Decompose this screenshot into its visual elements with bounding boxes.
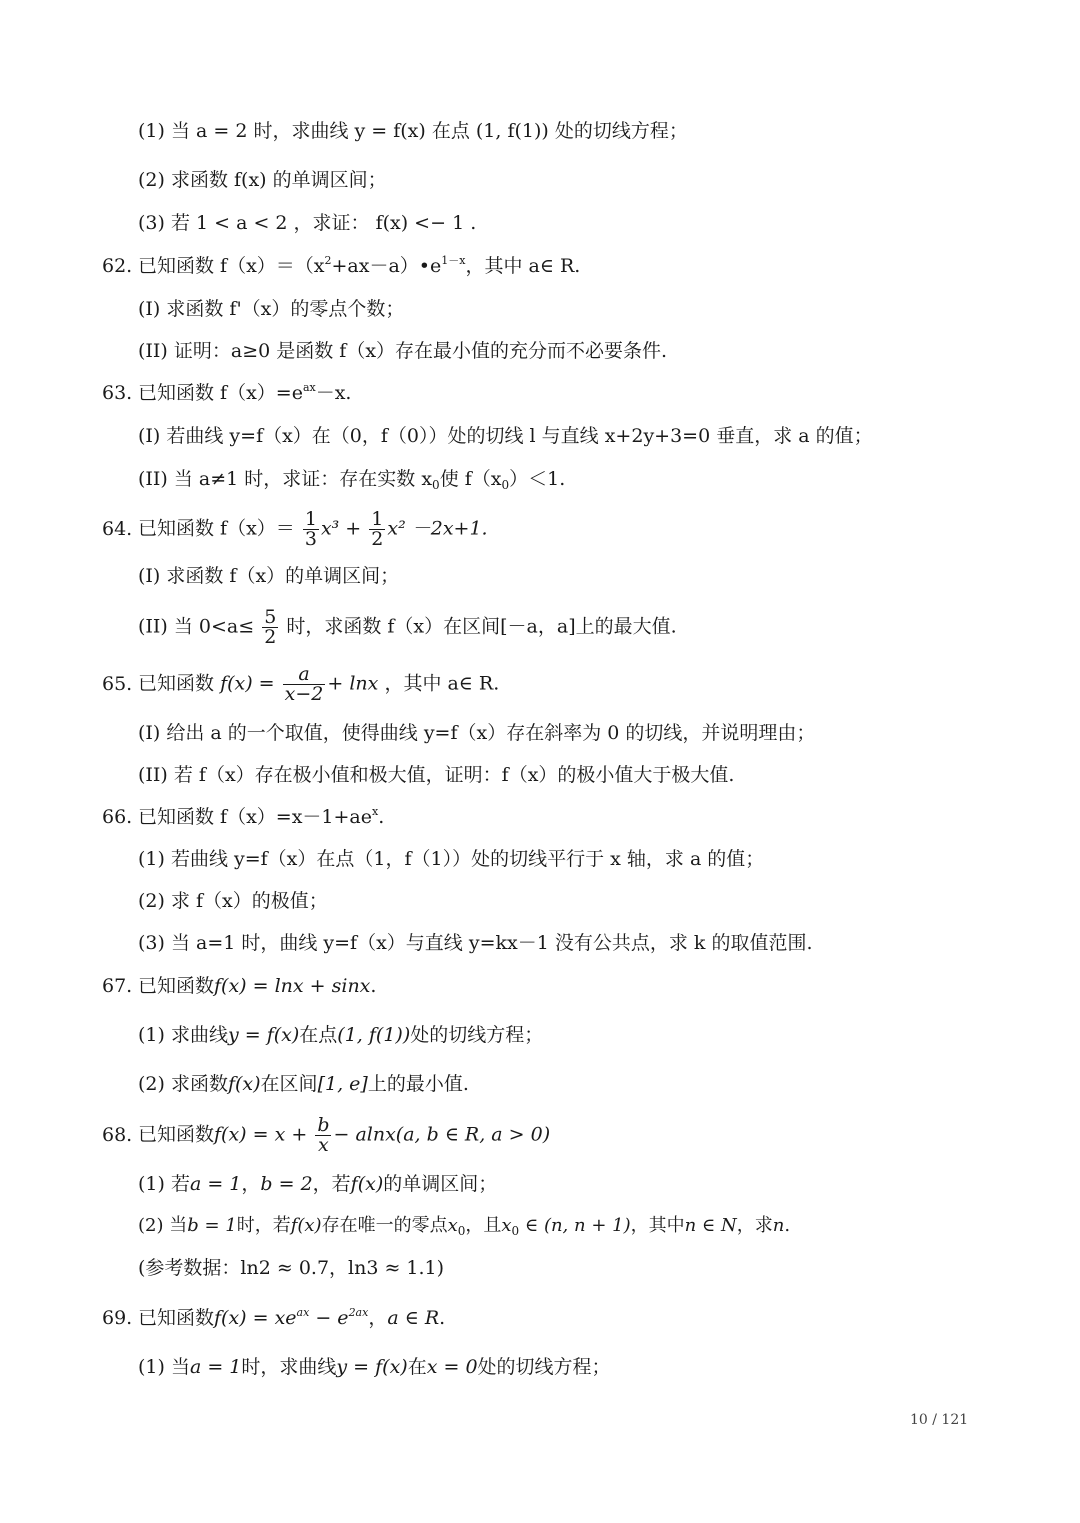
problem-61-part-2: (2) 求函数 f(x) 的单调区间；: [138, 169, 387, 191]
problem-62-part-1: (I) 求函数 f'（x）的零点个数；: [138, 298, 405, 320]
problem-number: 65.: [102, 672, 133, 695]
problem-67-part-2: (2) 求函数f(x)在区间[1, e]上的最小值.: [138, 1073, 469, 1095]
problem-64: 64. 已知函数 f（x）＝ $\frac{1}{3}$ x³ + $\frac{1}{2}$ x² －2x+1.: [102, 508, 488, 550]
problem-number: 63.: [102, 382, 133, 404]
problem-62: 62. 已知函数 $f(x)=(x^2+ax-a)•e^{1-x}$，其中 a∈ R.: [102, 254, 581, 277]
problem-61-part-1: (1) 当 a = 2 时，求曲线 y = f(x) 在点 (1, f(1)) 处的切线方程；: [138, 120, 688, 142]
problem-69-part-1: (1) 当a = 1时，求曲线y = f(x)在x = 0处的切线方程；: [138, 1356, 611, 1378]
problem-64-part-1: (I) 求函数 f（x）的单调区间；: [138, 565, 400, 587]
problem-68-part-2: (2) 当b = 1时，若f(x)存在唯一的零点$x_0$，且$x_0$ ∈ (n, n + 1)，其中n ∈ N，求n.: [138, 1215, 791, 1238]
problem-67-part-1: (1) 求曲线y = f(x)在点(1, f(1))处的切线方程；: [138, 1024, 544, 1046]
problem-68: 68. 已知函数f(x) = x + $\frac{b}{x}$ − alnx(a, b ∈ R, a > 0): [102, 1114, 551, 1156]
problem-66-part-2: (2) 求 f（x）的极值；: [138, 890, 328, 912]
fraction: $\frac{1}{2}$: [371, 508, 384, 550]
problem-62-part-2: (II) 证明：a≥0 是函数 f（x）存在最小值的充分而不必要条件.: [138, 340, 668, 362]
problem-66-part-1: (1) 若曲线 y=f（x）在点（1，f（1））处的切线平行于 x 轴，求 a 的值；: [138, 848, 765, 870]
problem-69: 69. 已知函数$f(x) = xe^{ax} - e^{2ax}$，a ∈ R.: [102, 1306, 446, 1329]
fraction: $\frac{5}{2}$: [264, 606, 277, 648]
problem-number: 64.: [102, 517, 133, 540]
fraction: $\frac{1}{3}$: [304, 508, 317, 550]
problem-number: 66.: [102, 806, 133, 828]
problem-68-part-1: (1) 若a = 1，b = 2，若f(x)的单调区间；: [138, 1173, 498, 1195]
problem-number: 62.: [102, 255, 133, 277]
page-number: 10 / 121: [910, 1412, 969, 1428]
problem-number: 69.: [102, 1307, 133, 1329]
problem-68-reference-data: (参考数据：ln2 ≈ 0.7，ln3 ≈ 1.1): [138, 1257, 445, 1279]
problem-64-part-2: (II) 当 0<a≤ $\frac{5}{2}$ 时，求函数 f（x）在区间[－a，a]上的最大值.: [138, 606, 677, 648]
problem-65-part-2: (II) 若 f（x）存在极小值和极大值，证明：f（x）的极小值大于极大值.: [138, 764, 735, 786]
problem-number: 68.: [102, 1123, 133, 1146]
problem-63-part-2: (II) 当 a≠1 时，求证：存在实数 $x_0$使 $f(x_0)<1$.: [138, 468, 566, 492]
fraction: $\frac{a}{x-2}$: [284, 663, 324, 705]
problem-61-part-3: (3) 若 1 < a < 2 ，求证： f(x) <− 1 .: [138, 212, 477, 234]
fraction: $\frac{b}{x}$: [317, 1114, 330, 1156]
problem-65: 65. 已知函数 f(x) = $\frac{a}{x-2}$ + lnx ，其中 a∈ R.: [102, 663, 500, 705]
problem-66-part-3: (3) 当 a=1 时，曲线 y=f（x）与直线 y=kx－1 没有公共点，求 k 的取值范围.: [138, 932, 813, 954]
problem-63: 63. 已知函数 $f(x)=e^{ax}-x$.: [102, 381, 352, 404]
problem-63-part-1: (I) 若曲线 y=f（x）在（0，f（0））处的切线 l 与直线 x+2y+3=0 垂直，求 a 的值；: [138, 425, 873, 447]
problem-67: 67. 已知函数f(x) = lnx + sinx.: [102, 975, 377, 997]
problem-66: 66. 已知函数 $f(x)=x-1+ae^x$.: [102, 805, 385, 828]
problem-65-part-1: (I) 给出 a 的一个取值，使得曲线 y=f（x）存在斜率为 0 的切线，并说明理由；: [138, 722, 816, 744]
problem-number: 67.: [102, 975, 133, 997]
